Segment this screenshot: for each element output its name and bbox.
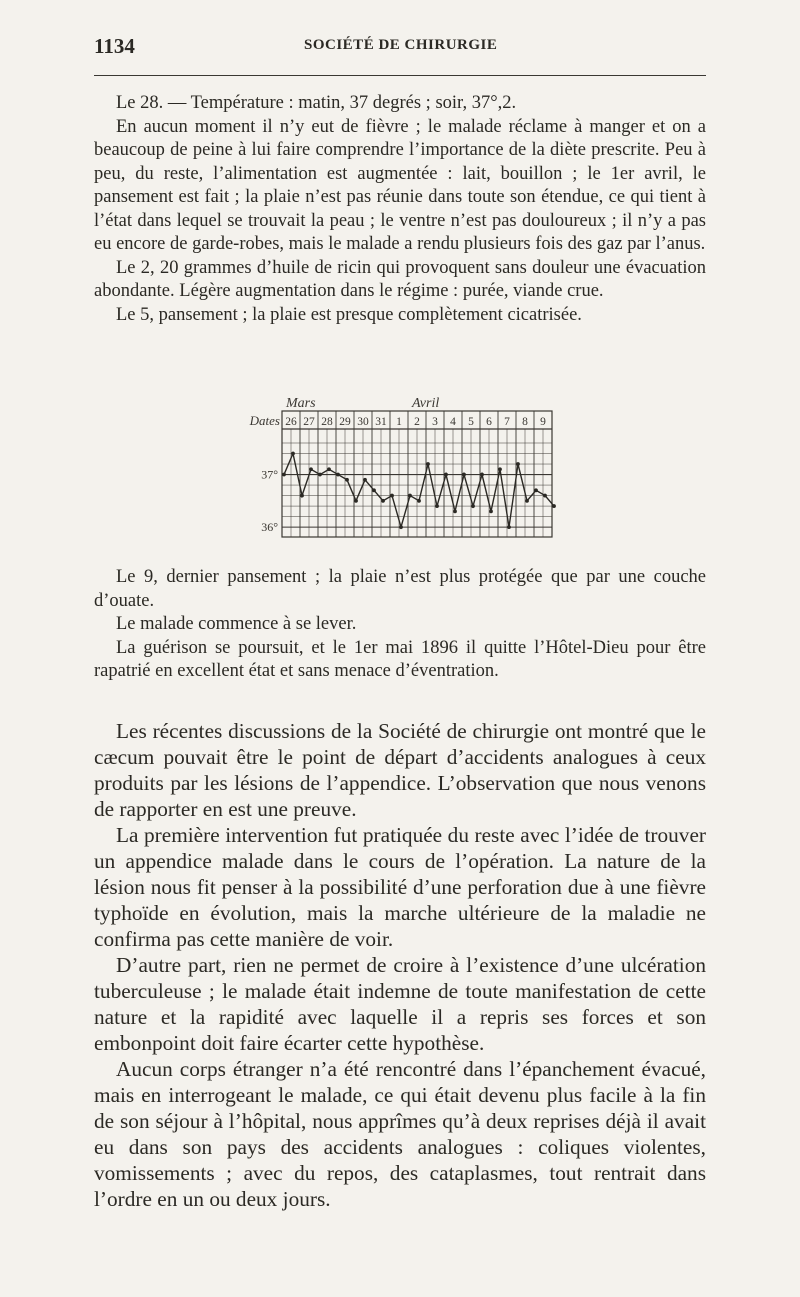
temperature-point bbox=[318, 473, 322, 477]
observation-text bbox=[94, 92, 706, 327]
paragraph: Le 5, pansement ; la plaie est presque complètement cicatrisée. bbox=[116, 304, 582, 325]
paragraph: Les récentes discussions de la Société de chirurgie ont montré que le cæcum pouvait être le point de départ d’accidents analogues à ceux produits par les lésions de l’appendice. L’observation que nous venons de rapporter en est une preuve. bbox=[94, 719, 706, 821]
temperature-point bbox=[534, 488, 538, 492]
paragraph: Le 9, dernier pansement ; la plaie n’est plus protégée que par une couche d’ouate. bbox=[94, 567, 706, 611]
month-label-avril: Avril bbox=[412, 396, 440, 411]
date-tick-label: 6 bbox=[486, 416, 492, 428]
date-tick-label: 29 bbox=[339, 416, 351, 428]
dates-row-label: Dates bbox=[249, 413, 280, 428]
date-tick-label: 4 bbox=[450, 416, 456, 428]
date-tick-label: 3 bbox=[432, 416, 438, 428]
date-tick-label: 8 bbox=[522, 416, 528, 428]
paragraph: La première intervention fut pratiquée du reste avec l’idée de trouver un appendice malade dans le cours de l’opération. La nature de la lésion nous fit penser à la possibilité d’une perforation due à une fièvre typhoïde en évolution, mais la marche ultérieure de la maladie ne confirma pas cette manière de voir. bbox=[94, 823, 706, 951]
temperature-point bbox=[309, 467, 313, 471]
temperature-point bbox=[291, 452, 295, 456]
temperature-point bbox=[408, 494, 412, 498]
header-rule bbox=[94, 75, 706, 76]
temperature-point bbox=[345, 478, 349, 482]
date-tick-label: 31 bbox=[375, 416, 387, 428]
temperature-point bbox=[507, 525, 511, 529]
temperature-chart-svg bbox=[236, 385, 576, 545]
date-tick-label: 27 bbox=[303, 416, 315, 428]
paragraph: Le 2, 20 grammes d’huile de ricin qui provoquent sans douleur une évacuation abondante. Légère augmentation dans le régime : purée, viande crue. bbox=[94, 257, 706, 301]
paragraph: Le 28. — Température : matin, 37 degrés ; soir, 37°,2. bbox=[116, 93, 517, 113]
temperature-point bbox=[372, 488, 376, 492]
temperature-point bbox=[300, 494, 304, 498]
paragraph: Aucun corps étranger n’a été rencontré dans l’épanchement évacué, mais en interrogeant le malade, ce qui était devenu plus facile à la fin de son séjour à l’hôpital, nous apprîmes qu’à deux reprises déjà il avait eu dans son pays des accidents analogues : coliques violentes, vomissements ; avec du repos, des cataplasmes, tout rentrait dans l’ordre en un ou deux jours. bbox=[94, 1057, 706, 1211]
temperature-curve bbox=[284, 454, 554, 528]
temperature-point bbox=[417, 499, 421, 503]
temperature-chart bbox=[236, 385, 576, 545]
temperature-point bbox=[489, 509, 493, 513]
temperature-point bbox=[363, 478, 367, 482]
temperature-point bbox=[480, 473, 484, 477]
temperature-point bbox=[399, 525, 403, 529]
temperature-point bbox=[336, 473, 340, 477]
discussion-text bbox=[94, 718, 706, 1212]
page-header bbox=[94, 34, 706, 64]
temperature-point bbox=[552, 504, 556, 508]
temperature-point bbox=[516, 462, 520, 466]
temperature-point bbox=[426, 462, 430, 466]
date-tick-label: 9 bbox=[540, 416, 546, 428]
temperature-point bbox=[471, 504, 475, 508]
paragraph: La guérison se poursuit, et le 1er mai 1896 il quitte l’Hôtel-Dieu pour être rapatrié en excellent état et sans menace d’éventration. bbox=[94, 637, 706, 681]
date-tick-label: 30 bbox=[357, 416, 369, 428]
temperature-axis-label: 37° bbox=[261, 467, 278, 482]
temperature-point bbox=[327, 467, 331, 471]
temperature-point bbox=[435, 504, 439, 508]
date-tick-label: 1 bbox=[396, 416, 402, 428]
running-title: SOCIÉTÉ DE CHIRURGIE bbox=[304, 37, 498, 53]
date-tick-label: 28 bbox=[321, 416, 333, 428]
temperature-point bbox=[525, 499, 529, 503]
observation-text-continued bbox=[94, 566, 706, 684]
paragraph: En aucun moment il n’y eut de fièvre ; le malade réclame à manger et on a beaucoup de peine à lui faire comprendre l’importance de la diète prescrite. Peu à peu, du reste, l’alimentation est augmentée : lait, bouillon ; le 1er avril, le pansement est fait ; la plaie n’est pas réunie dans toute son étendue, ce qui tient à l’état dans lequel se trouvait la peau ; le ventre n’est pas douloureux ; il n’y a pas eu encore de garde-robes, mais le malade a rendu plusieurs fois des gaz par l’anus. bbox=[94, 116, 706, 254]
paragraph: Le malade commence à se lever. bbox=[116, 614, 357, 634]
page-number: 1134 bbox=[94, 34, 135, 58]
temperature-point bbox=[390, 494, 394, 498]
temperature-point bbox=[453, 509, 457, 513]
temperature-axis-label: 36° bbox=[261, 520, 278, 535]
paragraph: D’autre part, rien ne permet de croire à l’existence d’une ulcération tuberculeuse ; le malade était indemne de toute manifestation de cette nature et la rapidité avec laquelle il a repris ses forces et son embonpoint doit faire écarter cette hypothèse. bbox=[94, 953, 706, 1055]
temperature-point bbox=[444, 473, 448, 477]
date-tick-label: 7 bbox=[504, 416, 510, 428]
date-tick-label: 26 bbox=[285, 416, 297, 428]
date-tick-label: 5 bbox=[468, 416, 474, 428]
temperature-point bbox=[462, 473, 466, 477]
date-tick-label: 2 bbox=[414, 416, 420, 428]
temperature-point bbox=[498, 467, 502, 471]
temperature-point bbox=[282, 473, 286, 477]
temperature-point bbox=[354, 499, 358, 503]
temperature-point bbox=[543, 494, 547, 498]
temperature-point bbox=[381, 499, 385, 503]
month-label-mars: Mars bbox=[286, 396, 316, 411]
